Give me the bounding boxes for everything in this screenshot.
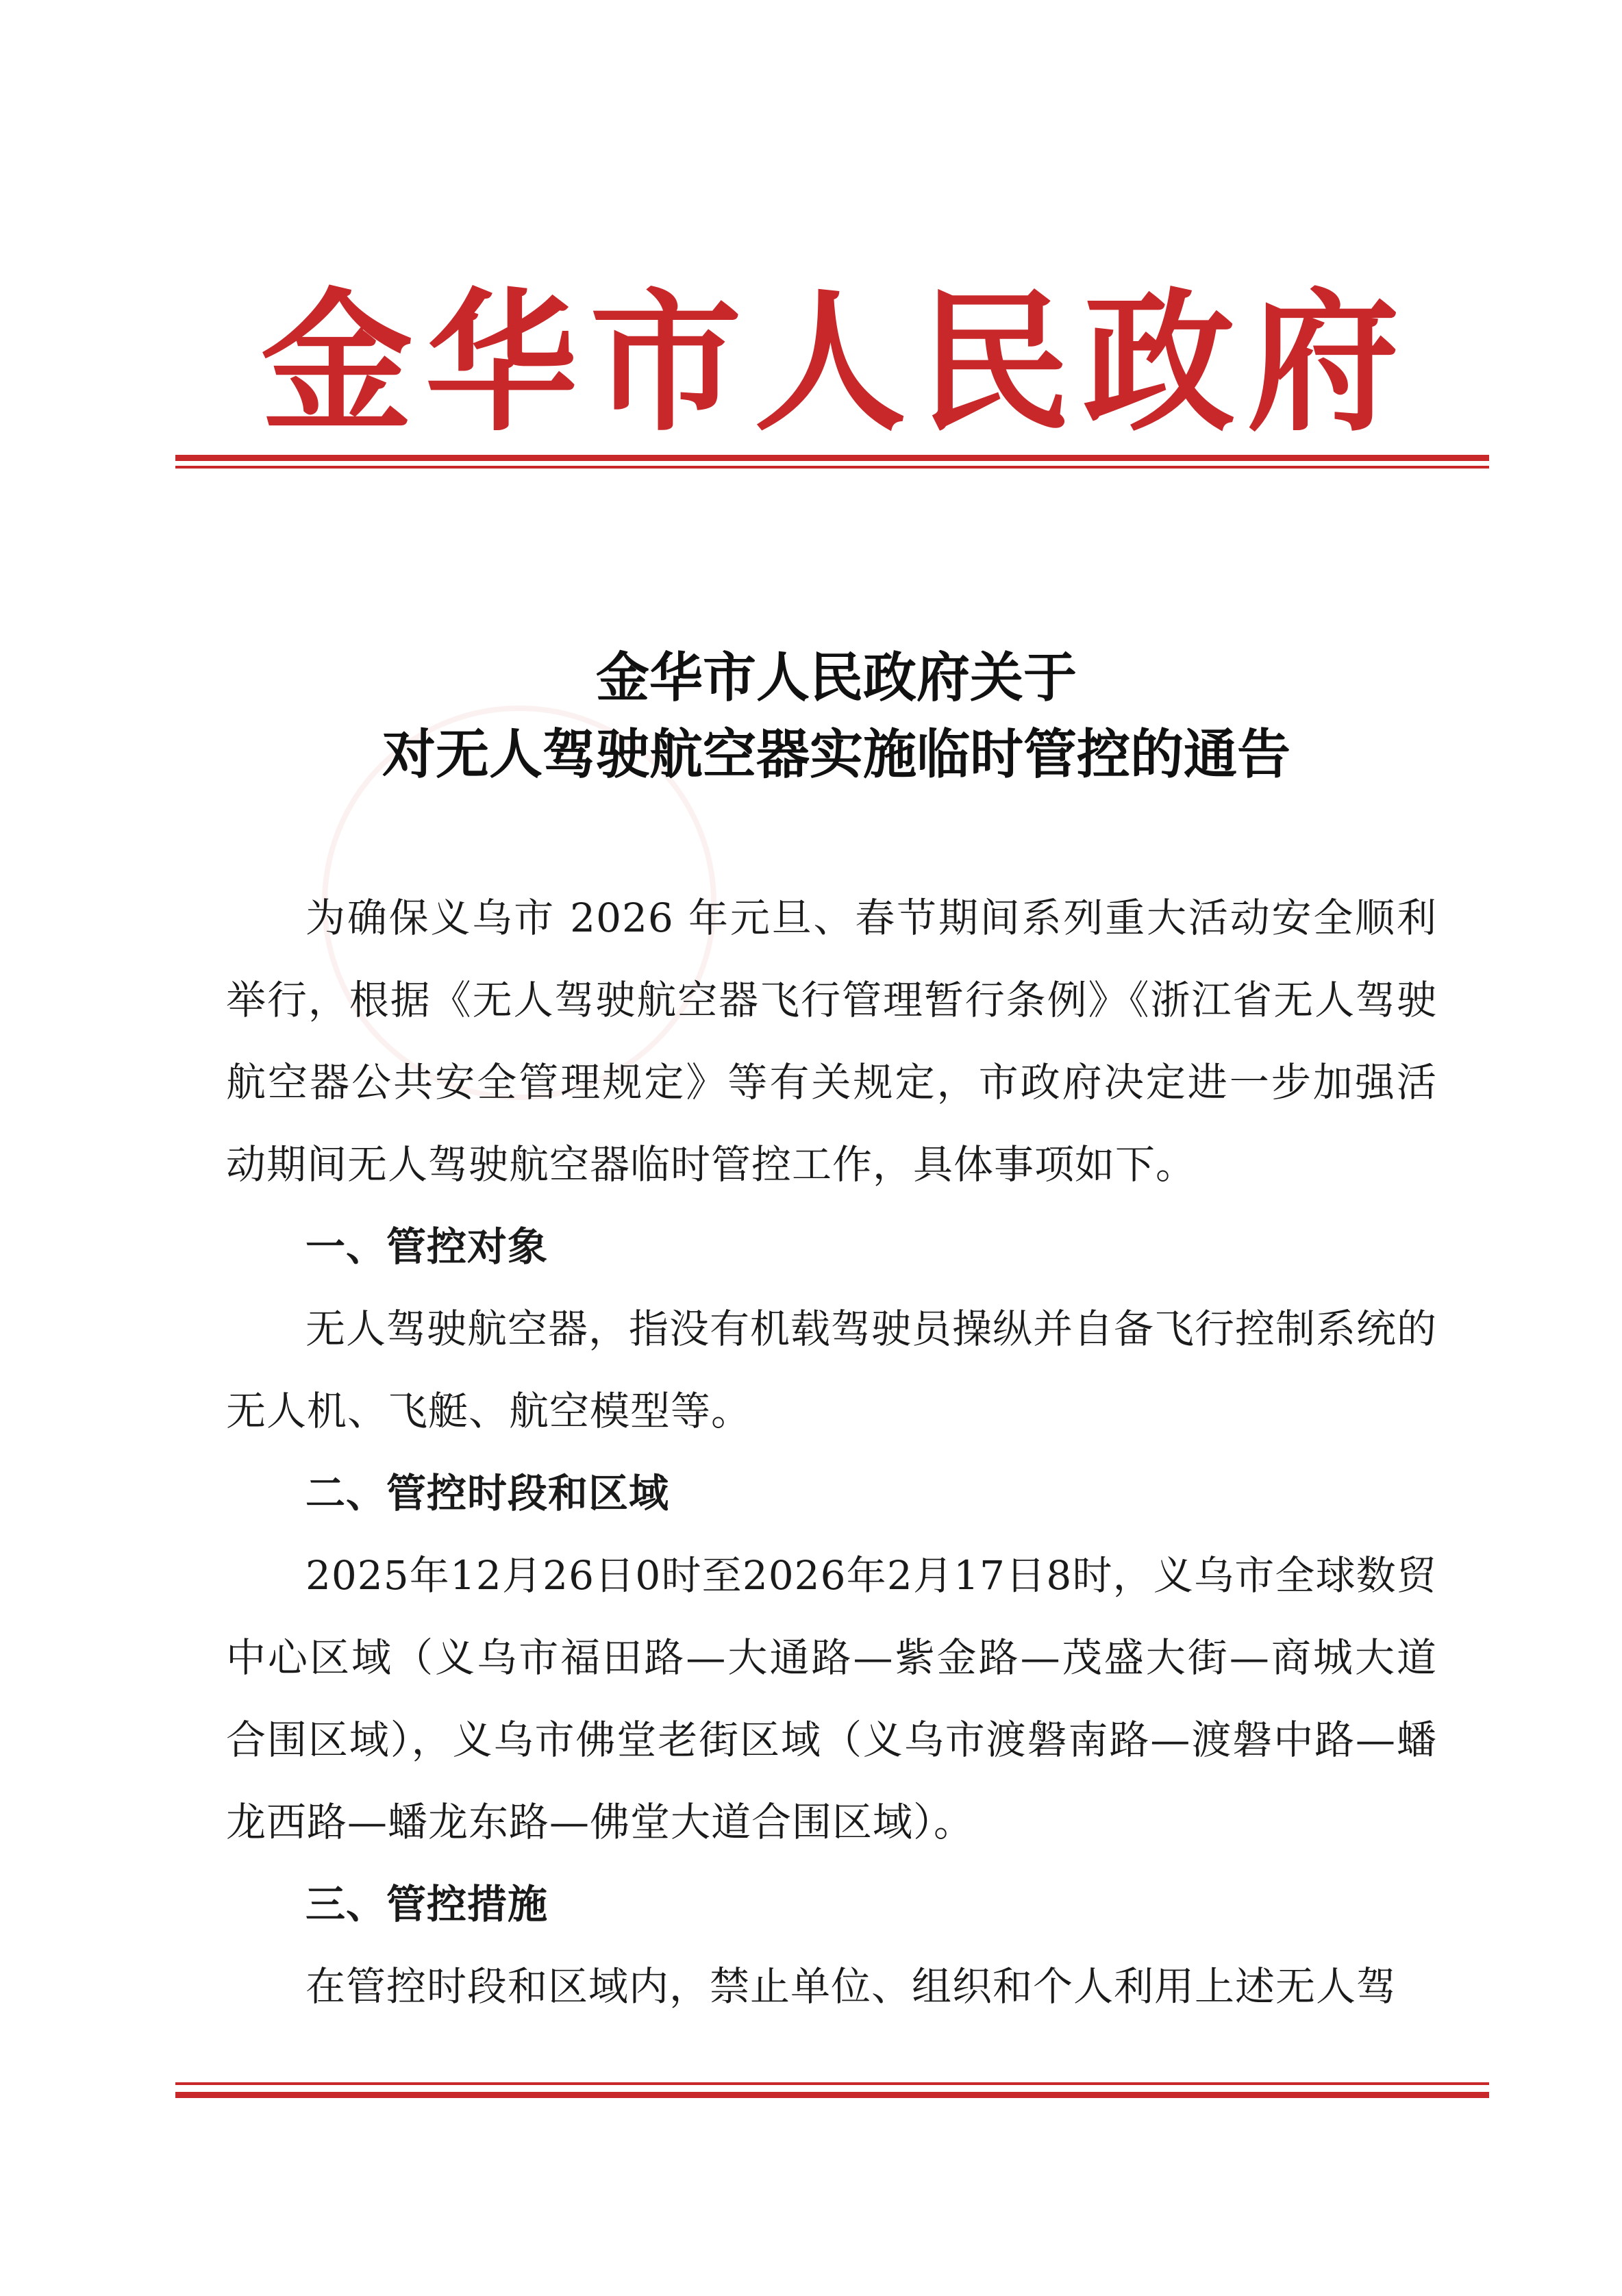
notice-title-line-1: 金华市人民政府关于 [595,647,1077,709]
section-3-paragraph: 在管控时段和区域内，禁止单位、组织和个人利用上述无人驾 [305,1963,1397,2010]
section-2-heading: 二、管控时段和区域 [305,1470,670,1517]
section-3-heading: 三、管控措施 [305,1881,549,1927]
notice-body [226,877,1437,2027]
section-1-heading: 一、管控对象 [305,1223,549,1270]
section-2-paragraph: 2025年12月26日0时至2026年2月17日8时，义乌市全球数贸中心区域（义乌市福田路—大通路—紫金路—茂盛大街—商城大道合围区域），义乌市佛堂老街区域（义乌市渡磐南路—渡磐中路—蟠龙西路—蟠龙东路—佛堂大道合围区域）。 [226,1552,1437,1845]
masthead-rule-thick [175,455,1489,461]
footer-rule-thick [175,2092,1489,2098]
masthead-rule-thin [175,466,1489,469]
section-1-paragraph: 无人驾驶航空器，指没有机载驾驶员操纵并自备飞行控制系统的无人机、飞艇、航空模型等。 [226,1306,1438,1434]
footer-rule-thin [175,2082,1489,2085]
masthead-title: 金华市人民政府 [261,274,1412,452]
intro-paragraph: 为确保义乌市 2026 年元旦、春节期间系列重大活动安全顺利举行，根据《无人驾驶航空器飞行管理暂行条例》《浙江省无人驾驶航空器公共安全管理规定》等有关规定，市政府决定进一步加强活动期间无人驾驶航空器临时管控工作，具体事项如下。 [226,895,1437,1188]
notice-title-line-2: 对无人驾驶航空器实施临时管控的通告 [382,724,1290,786]
